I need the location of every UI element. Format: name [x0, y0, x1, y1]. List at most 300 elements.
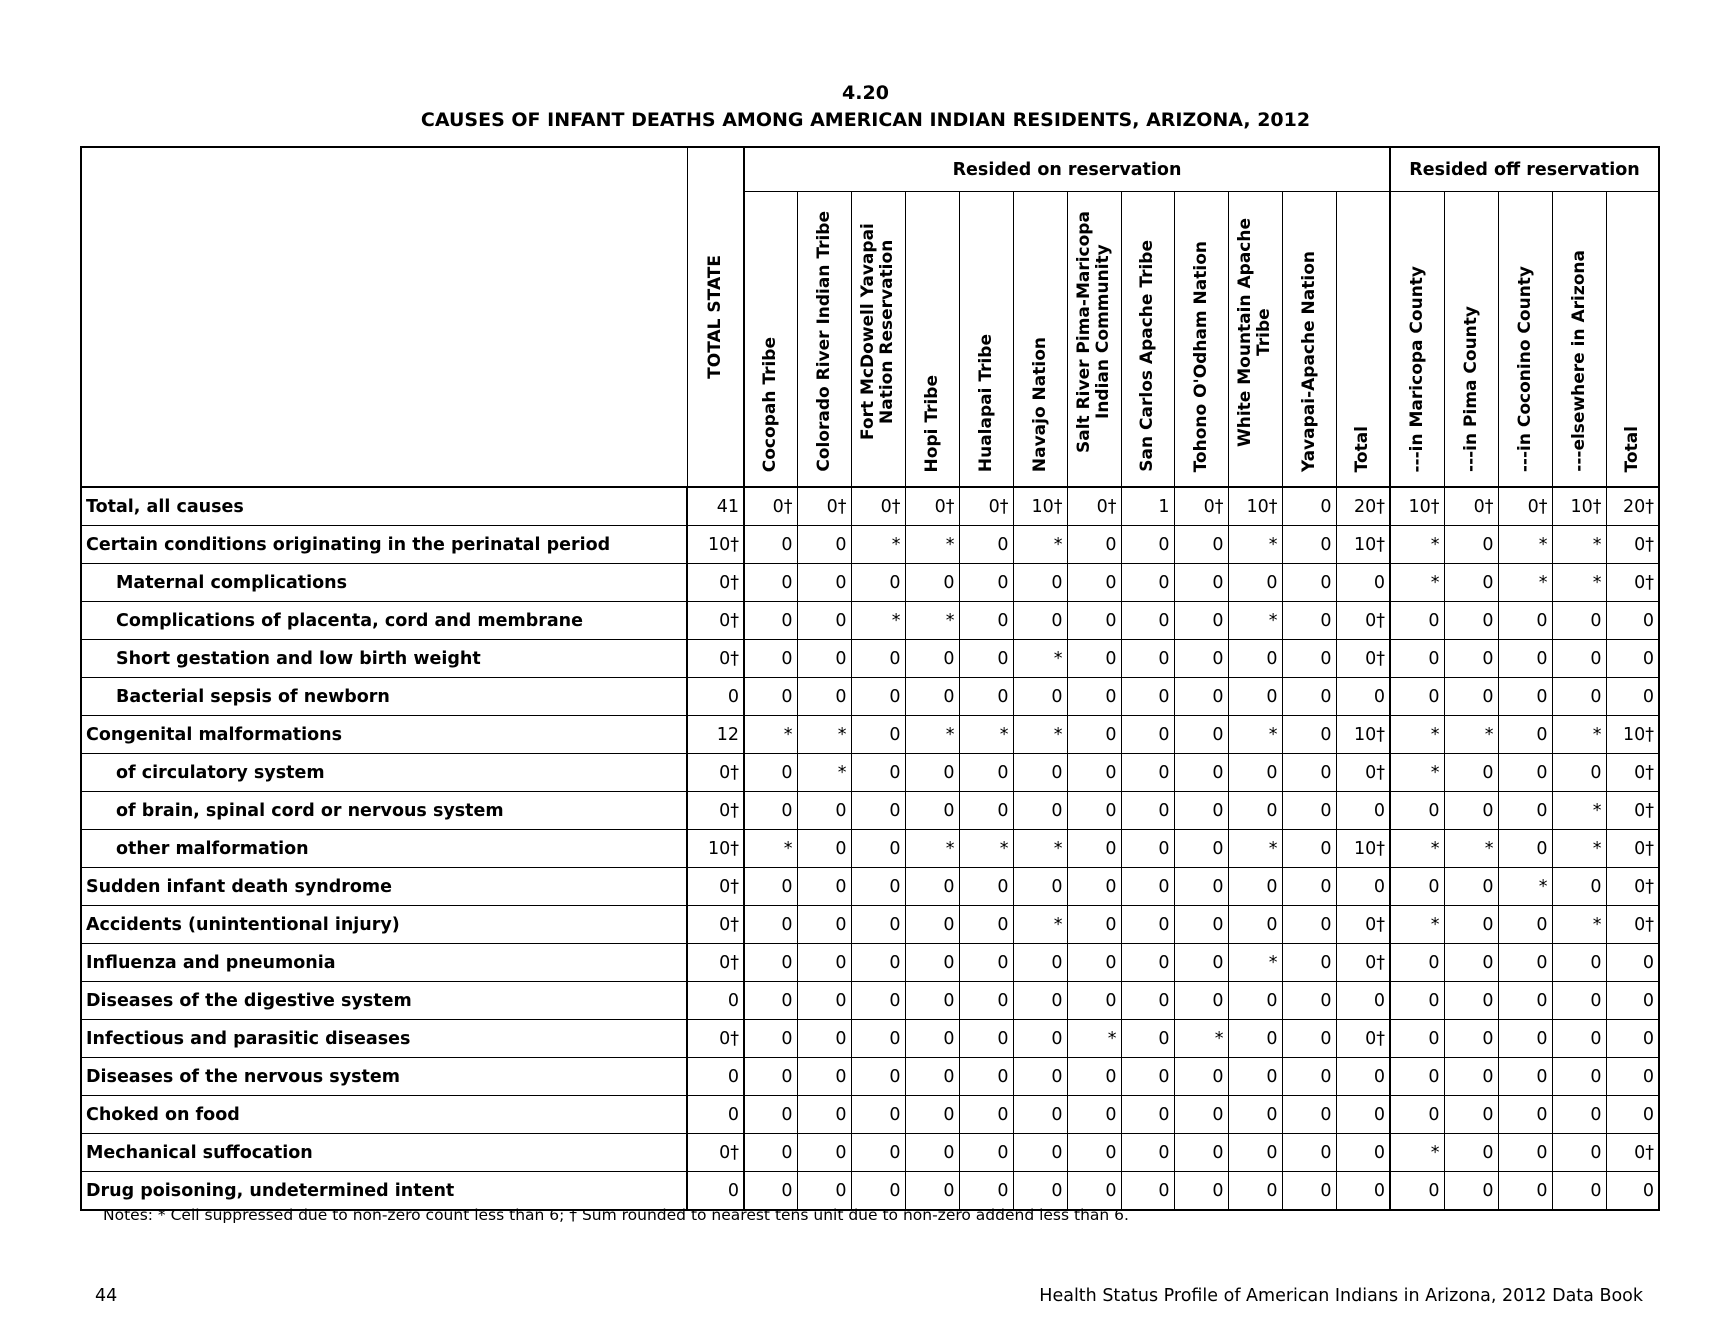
table-cell: 0 [1282, 944, 1336, 982]
table-cell: * [1444, 716, 1498, 754]
table-cell: * [851, 526, 905, 564]
table-cell: 0 [1013, 982, 1067, 1020]
row-label: Diseases of the nervous system [81, 1058, 687, 1096]
table-cell: 0 [1228, 754, 1282, 792]
table-cell: 0 [797, 944, 851, 982]
table-cell: 0 [1228, 906, 1282, 944]
table-cell: 0 [744, 640, 797, 678]
table-cell: 0 [1121, 792, 1174, 830]
table-cell: 0 [1067, 640, 1121, 678]
table-cell: 0 [1013, 868, 1067, 906]
table-cell: 0 [744, 1058, 797, 1096]
table-cell: 0 [1552, 982, 1606, 1020]
table-cell: 0 [959, 982, 1013, 1020]
table-cell: 0 [1390, 1058, 1444, 1096]
table-cell: 0† [1444, 487, 1498, 526]
table-cell: 0† [687, 640, 744, 678]
table-row [81, 640, 1659, 678]
table-cell: 0† [1606, 906, 1659, 944]
table-cell: * [1228, 602, 1282, 640]
table-cell: 0 [1067, 564, 1121, 602]
table-cell: * [1390, 754, 1444, 792]
table-cell: 0 [1606, 1058, 1659, 1096]
table-cell: 0 [1067, 1096, 1121, 1134]
table-cell: 0 [797, 792, 851, 830]
table-cell: 0 [1552, 1096, 1606, 1134]
table-cell: 0 [1336, 1134, 1390, 1172]
table-cell: 0 [1444, 1096, 1498, 1134]
data-table [80, 146, 1660, 1211]
table-cell: 0 [744, 678, 797, 716]
table-cell: 0† [687, 754, 744, 792]
table-title: CAUSES OF INFANT DEATHS AMONG AMERICAN INDIAN RESIDENTS, ARIZONA, 2012 [420, 109, 1311, 131]
table-cell: 0 [1552, 754, 1606, 792]
table-cell: 0† [1606, 754, 1659, 792]
table-cell: 0 [1498, 1096, 1552, 1134]
table-cell: 0 [1121, 906, 1174, 944]
table-cell: 0 [905, 754, 959, 792]
col-header-17: Total [1606, 192, 1659, 488]
table-cell: 0 [905, 678, 959, 716]
col-header-2: Colorado River Indian Tribe [797, 192, 851, 488]
group-header-off-reservation: Resided off reservation [1390, 147, 1659, 192]
table-cell: 0 [851, 678, 905, 716]
row-label: Accidents (unintentional injury) [81, 906, 687, 944]
table-cell: * [1552, 564, 1606, 602]
table-cell: 0 [851, 1134, 905, 1172]
col-header-14: ---in Pima County [1444, 192, 1498, 488]
table-cell: * [1013, 640, 1067, 678]
table-cell: 0 [1228, 564, 1282, 602]
table-cell: * [905, 526, 959, 564]
table-cell: 0 [905, 1134, 959, 1172]
table-cell: 0 [1606, 678, 1659, 716]
table-cell: 0 [1498, 982, 1552, 1020]
table-cell: 0 [1444, 602, 1498, 640]
table-cell: 0 [1282, 868, 1336, 906]
table-cell: 0† [687, 906, 744, 944]
table-cell: * [1552, 792, 1606, 830]
table-cell: 20† [1606, 487, 1659, 526]
table-cell: 0 [1282, 982, 1336, 1020]
table-cell: 0 [1174, 602, 1228, 640]
col-header-3: Fort McDowell Yavapai Nation Reservation [851, 192, 905, 488]
table-cell: 10† [1336, 830, 1390, 868]
table-cell: 0 [1444, 982, 1498, 1020]
table-cell: 0 [1390, 1096, 1444, 1134]
col-header-11: Yavapai-Apache Nation [1282, 192, 1336, 488]
table-cell: 0 [1444, 1134, 1498, 1172]
table-cell: 0 [905, 982, 959, 1020]
table-cell: 0 [1282, 1058, 1336, 1096]
table-cell: 0 [744, 1096, 797, 1134]
table-row [81, 792, 1659, 830]
table-cell: 0 [1444, 564, 1498, 602]
table-cell: 0 [687, 1058, 744, 1096]
table-cell: 0 [1444, 526, 1498, 564]
table-cell: * [851, 602, 905, 640]
table-cell: 0 [1498, 640, 1552, 678]
table-cell: 0 [1606, 1096, 1659, 1134]
table-cell: 0† [905, 487, 959, 526]
table-cell: 0 [1067, 944, 1121, 982]
table-cell: 0 [1606, 944, 1659, 982]
data-table-wrapper [80, 146, 1660, 1211]
table-cell: 0 [1606, 1172, 1659, 1211]
col-header-9: Tohono O'Odham Nation [1174, 192, 1228, 488]
table-cell: 0 [959, 1058, 1013, 1096]
row-label: Maternal complications [81, 564, 687, 602]
table-row [81, 1020, 1659, 1058]
table-cell: 0 [1498, 830, 1552, 868]
table-cell: 0 [797, 1134, 851, 1172]
table-cell: 0 [905, 1020, 959, 1058]
table-cell: 0 [1013, 678, 1067, 716]
table-cell: * [1228, 830, 1282, 868]
table-cell: 0 [1498, 906, 1552, 944]
table-cell: 0 [1552, 944, 1606, 982]
table-cell: 0 [797, 678, 851, 716]
table-cell: 0 [1067, 754, 1121, 792]
row-label: Short gestation and low birth weight [81, 640, 687, 678]
table-cell: 0 [1174, 906, 1228, 944]
table-cell: 0† [744, 487, 797, 526]
table-cell: 0 [1498, 716, 1552, 754]
table-cell: 0 [1067, 716, 1121, 754]
table-cell: * [1013, 906, 1067, 944]
table-cell: 0 [1121, 754, 1174, 792]
table-cell: 0 [1228, 1096, 1282, 1134]
table-cell: 0 [1067, 982, 1121, 1020]
table-cell: 0 [1067, 602, 1121, 640]
table-cell: * [1228, 944, 1282, 982]
table-cell: 0 [851, 906, 905, 944]
table-cell: 0 [797, 982, 851, 1020]
table-cell: 0 [1390, 982, 1444, 1020]
table-cell: 0 [1174, 716, 1228, 754]
table-cell: 0 [1336, 1096, 1390, 1134]
table-cell: * [1228, 526, 1282, 564]
table-cell: 0 [1282, 1096, 1336, 1134]
table-cell: 0 [1174, 830, 1228, 868]
table-cell: * [905, 830, 959, 868]
table-cell: 0 [1498, 792, 1552, 830]
table-cell: * [1552, 526, 1606, 564]
table-cell: 0 [1282, 1134, 1336, 1172]
table-cell: 0 [1013, 1096, 1067, 1134]
table-cell: 0† [1606, 792, 1659, 830]
table-cell: 0 [1444, 944, 1498, 982]
table-cell: 0 [744, 792, 797, 830]
table-cell: 10† [1013, 487, 1067, 526]
table-cell: 0 [1282, 1020, 1336, 1058]
table-cell: 0 [1013, 1134, 1067, 1172]
table-cell: 0 [797, 868, 851, 906]
table-cell: 10† [1390, 487, 1444, 526]
table-cell: 0 [1067, 1058, 1121, 1096]
table-cell: * [959, 716, 1013, 754]
table-row [81, 1172, 1659, 1211]
table-row [81, 944, 1659, 982]
table-row [81, 602, 1659, 640]
table-cell: * [1013, 830, 1067, 868]
table-cell: 0 [905, 792, 959, 830]
table-cell: 0 [744, 944, 797, 982]
table-cell: 0 [1552, 1020, 1606, 1058]
table-cell: 0 [687, 982, 744, 1020]
table-cell: 0 [1444, 868, 1498, 906]
table-cell: 0 [851, 1096, 905, 1134]
table-cell: * [1552, 716, 1606, 754]
table-cell: 0 [1121, 1020, 1174, 1058]
table-row [81, 487, 1659, 526]
table-cell: 0 [744, 602, 797, 640]
table-cell: 0 [1336, 792, 1390, 830]
table-cell: 0 [1282, 716, 1336, 754]
table-cell: 0 [905, 1058, 959, 1096]
table-cell: 0 [959, 906, 1013, 944]
table-cell: 0 [1228, 640, 1282, 678]
table-cell: 0 [1013, 792, 1067, 830]
table-cell: 0† [1174, 487, 1228, 526]
table-cell: 0 [1444, 640, 1498, 678]
col-header-5: Hualapai Tribe [959, 192, 1013, 488]
table-cell: 0 [1174, 944, 1228, 982]
table-cell: 0 [1174, 1058, 1228, 1096]
table-cell: 1 [1121, 487, 1174, 526]
table-cell: * [744, 830, 797, 868]
table-cell: 0 [1067, 906, 1121, 944]
table-cell: 0 [744, 1172, 797, 1211]
table-cell: * [1228, 716, 1282, 754]
table-cell: * [1552, 906, 1606, 944]
table-cell: 0 [1228, 678, 1282, 716]
row-label: Congenital malformations [81, 716, 687, 754]
table-cell: * [797, 716, 851, 754]
table-number: 4.20 [842, 82, 889, 104]
table-cell: 0 [1121, 716, 1174, 754]
table-cell: 0 [1121, 1058, 1174, 1096]
table-cell: 0 [1228, 982, 1282, 1020]
table-cell: 0 [959, 792, 1013, 830]
table-cell: 0 [1282, 754, 1336, 792]
table-cell: 0 [1228, 1172, 1282, 1211]
table-cell: 12 [687, 716, 744, 754]
table-cell: 0 [959, 1020, 1013, 1058]
table-cell: 0 [1282, 526, 1336, 564]
table-cell: 0 [959, 1096, 1013, 1134]
table-cell: 0 [851, 830, 905, 868]
table-cell: 0 [1174, 1172, 1228, 1211]
table-cell: 0 [1174, 1096, 1228, 1134]
table-cell: 0 [959, 754, 1013, 792]
table-cell: * [959, 830, 1013, 868]
table-cell: 0 [905, 868, 959, 906]
table-cell: 0† [687, 792, 744, 830]
table-cell: 0 [851, 1172, 905, 1211]
table-cell: 0 [797, 640, 851, 678]
row-label: Diseases of the digestive system [81, 982, 687, 1020]
table-row [81, 830, 1659, 868]
table-cell: 0† [797, 487, 851, 526]
table-cell: 0† [1336, 944, 1390, 982]
table-cell: 0† [687, 564, 744, 602]
table-cell: * [1067, 1020, 1121, 1058]
table-cell: 0 [1013, 1058, 1067, 1096]
table-cell: 0 [797, 602, 851, 640]
table-cell: 0 [1282, 906, 1336, 944]
table-cell: * [1390, 1134, 1444, 1172]
table-row [81, 868, 1659, 906]
table-cell: 0 [1336, 1172, 1390, 1211]
table-cell: 0 [1282, 564, 1336, 602]
table-row [81, 526, 1659, 564]
table-cell: 0 [1121, 868, 1174, 906]
table-cell: 0 [1444, 792, 1498, 830]
table-cell: 0 [1282, 830, 1336, 868]
table-cell: 0 [797, 1172, 851, 1211]
table-cell: 0 [959, 678, 1013, 716]
table-cell: 0 [1552, 640, 1606, 678]
row-label: Sudden infant death syndrome [81, 868, 687, 906]
table-cell: 10† [1336, 716, 1390, 754]
table-cell: 0 [1336, 1058, 1390, 1096]
table-row [81, 678, 1659, 716]
table-cell: 0 [797, 564, 851, 602]
table-cell: 0 [851, 754, 905, 792]
table-cell: 0† [1606, 830, 1659, 868]
table-row [81, 1134, 1659, 1172]
table-cell: 0 [1174, 754, 1228, 792]
group-header-row [81, 147, 1659, 192]
table-cell: 0† [1498, 487, 1552, 526]
table-cell: 0 [1282, 678, 1336, 716]
table-cell: 0 [905, 906, 959, 944]
table-cell: 0 [1282, 792, 1336, 830]
table-cell: 0 [1013, 602, 1067, 640]
table-cell: * [1390, 564, 1444, 602]
table-cell: 10† [1228, 487, 1282, 526]
table-cell: 0 [1606, 1020, 1659, 1058]
table-cell: 0 [1228, 1058, 1282, 1096]
table-cell: 0 [1552, 868, 1606, 906]
table-cell: 0 [687, 1172, 744, 1211]
table-cell: * [1174, 1020, 1228, 1058]
table-cell: 0 [1013, 564, 1067, 602]
table-cell: 0† [1067, 487, 1121, 526]
col-header-8: San Carlos Apache Tribe [1121, 192, 1174, 488]
table-cell: 0 [1174, 678, 1228, 716]
table-cell: 0 [1390, 944, 1444, 982]
table-cell: 0 [1013, 1172, 1067, 1211]
table-cell: 0 [1013, 1020, 1067, 1058]
table-cell: 0 [959, 868, 1013, 906]
page-number: 44 [95, 1286, 118, 1306]
table-cell: 0 [959, 526, 1013, 564]
table-cell: 0 [1444, 1020, 1498, 1058]
table-row [81, 906, 1659, 944]
table-cell: 0† [687, 944, 744, 982]
col-header-13: ---in Maricopa County [1390, 192, 1444, 488]
row-label: Choked on food [81, 1096, 687, 1134]
title-block [0, 80, 1731, 134]
table-cell: 0 [1390, 1172, 1444, 1211]
col-header-total-state: TOTAL STATE [687, 147, 744, 487]
table-cell: * [1498, 868, 1552, 906]
table-cell: 0† [1606, 868, 1659, 906]
table-cell: 0 [1228, 1134, 1282, 1172]
table-cell: 0 [1390, 1020, 1444, 1058]
table-cell: 41 [687, 487, 744, 526]
col-header-10: White Mountain Apache Tribe [1228, 192, 1282, 488]
col-header-16: ---elsewhere in Arizona [1552, 192, 1606, 488]
row-label: Certain conditions originating in the perinatal period [81, 526, 687, 564]
table-cell: 0 [1067, 526, 1121, 564]
table-cell: 0 [1121, 526, 1174, 564]
table-cell: 0† [1336, 640, 1390, 678]
table-cell: 0 [1121, 830, 1174, 868]
table-cell: 0† [1336, 1020, 1390, 1058]
table-cell: 0 [1174, 640, 1228, 678]
table-cell: 0 [1444, 678, 1498, 716]
table-cell: 0 [1121, 1134, 1174, 1172]
table-cell: 0† [959, 487, 1013, 526]
row-label: of circulatory system [81, 754, 687, 792]
table-cell: 0 [905, 564, 959, 602]
table-cell: 0 [744, 1134, 797, 1172]
col-header-15: ---in Coconino County [1498, 192, 1552, 488]
table-cell: 0† [687, 868, 744, 906]
table-cell: 0 [1498, 678, 1552, 716]
table-cell: 0 [1444, 906, 1498, 944]
row-label: Influenza and pneumonia [81, 944, 687, 982]
table-cell: 0 [1121, 982, 1174, 1020]
table-cell: 0 [959, 944, 1013, 982]
table-cell: 0 [1121, 564, 1174, 602]
row-label: other malformation [81, 830, 687, 868]
publication-title: Health Status Profile of American Indians in Arizona, 2012 Data Book [1039, 1286, 1643, 1306]
col-header-1: Cocopah Tribe [744, 192, 797, 488]
table-row [81, 754, 1659, 792]
group-header-on-reservation: Resided on reservation [744, 147, 1390, 192]
table-row [81, 982, 1659, 1020]
table-cell: 0 [851, 868, 905, 906]
table-cell: * [905, 716, 959, 754]
row-label: of brain, spinal cord or nervous system [81, 792, 687, 830]
table-cell: 0 [1174, 1134, 1228, 1172]
table-cell: 0 [1606, 640, 1659, 678]
row-label: Drug poisoning, undetermined intent [81, 1172, 687, 1211]
table-cell: 0 [1498, 1058, 1552, 1096]
table-cell: 0 [1121, 1172, 1174, 1211]
table-cell: * [905, 602, 959, 640]
table-cell: 0 [1067, 830, 1121, 868]
table-cell: * [1390, 526, 1444, 564]
table-cell: 0 [1282, 640, 1336, 678]
col-header-12: Total [1336, 192, 1390, 488]
table-cell: 0 [797, 906, 851, 944]
table-cell: 0 [1552, 1134, 1606, 1172]
table-cell: * [797, 754, 851, 792]
table-cell: 0 [1013, 944, 1067, 982]
table-cell: 0 [1444, 754, 1498, 792]
col-header-7: Salt River Pima-Maricopa Indian Community [1067, 192, 1121, 488]
table-cell: 0† [851, 487, 905, 526]
table-cell: 0† [1336, 754, 1390, 792]
table-cell: 0 [1121, 944, 1174, 982]
table-cell: 0 [1067, 1134, 1121, 1172]
table-cell: 0 [1552, 602, 1606, 640]
